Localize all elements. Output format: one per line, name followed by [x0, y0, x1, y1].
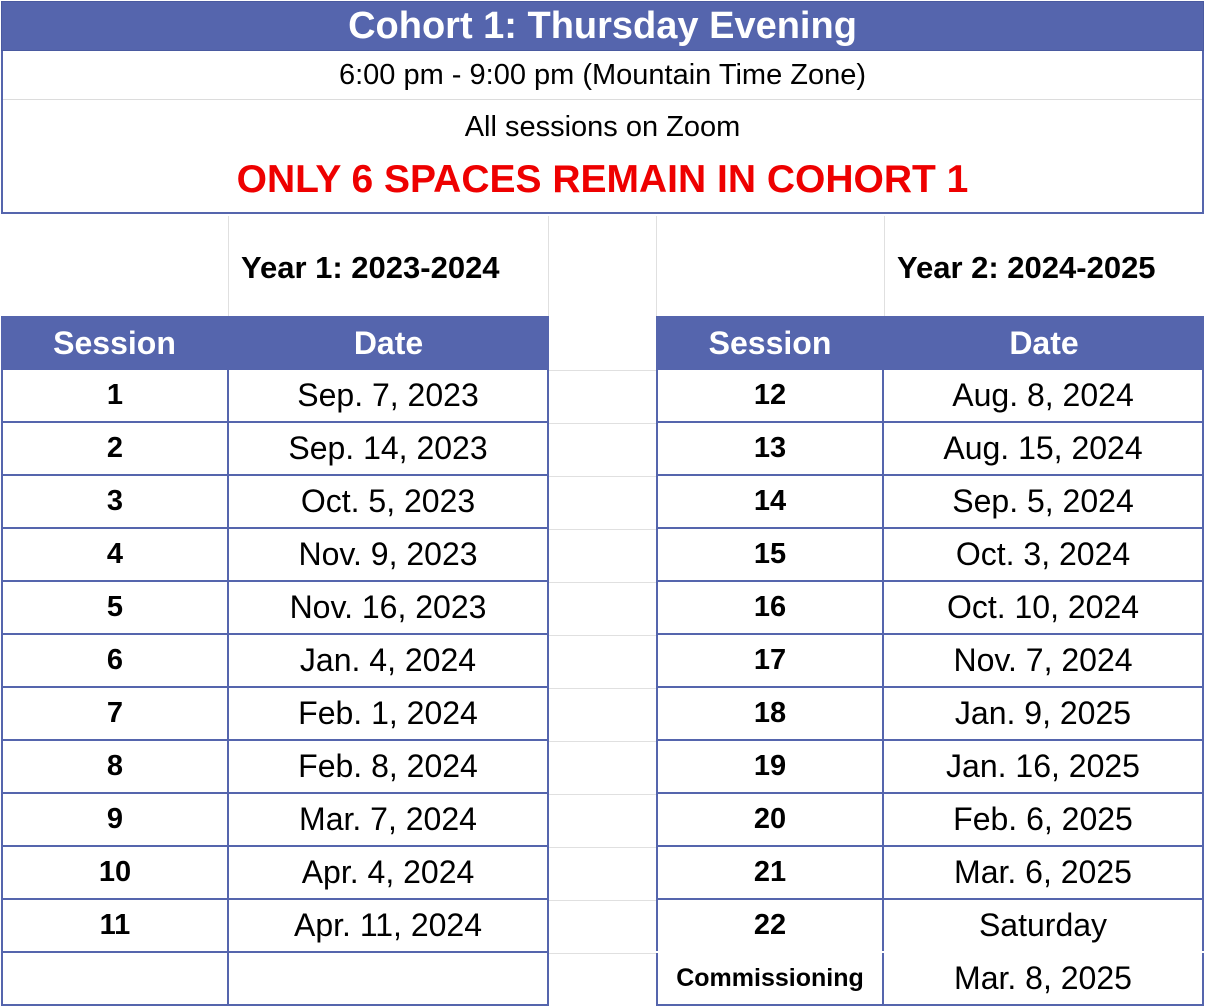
- session-number: 8: [1, 741, 229, 792]
- table-row: [1, 741, 549, 794]
- session-number: 3: [1, 476, 229, 527]
- session-date: Feb. 1, 2024: [229, 688, 549, 739]
- grid-line: [548, 741, 656, 742]
- session-number: 20: [656, 794, 884, 845]
- session-date: Mar. 8, 2025: [884, 953, 1204, 1004]
- grid-line: [548, 900, 656, 901]
- session-number: 1: [1, 370, 229, 421]
- session-number: 6: [1, 635, 229, 686]
- session-number: 9: [1, 794, 229, 845]
- session-number: 19: [656, 741, 884, 792]
- session-column-header: Session: [708, 324, 832, 361]
- session-date: Oct. 3, 2024: [884, 529, 1204, 580]
- session-time: 6:00 pm - 9:00 pm (Mountain Time Zone): [3, 51, 1202, 100]
- session-date: Jan. 9, 2025: [884, 688, 1204, 739]
- year1-table-header: [1, 316, 549, 370]
- session-date: Aug. 8, 2024: [884, 370, 1204, 421]
- cohort-title: Cohort 1: Thursday Evening: [1, 1, 1204, 51]
- grid-line: [548, 953, 656, 954]
- session-number: 5: [1, 582, 229, 633]
- table-row: [1, 688, 549, 741]
- grid-line: [656, 216, 657, 316]
- session-date: Oct. 10, 2024: [884, 582, 1204, 633]
- grid-line: [548, 688, 656, 689]
- session-date: Apr. 11, 2024: [229, 900, 549, 951]
- session-date: Oct. 5, 2023: [229, 476, 549, 527]
- session-date: Aug. 15, 2024: [884, 423, 1204, 474]
- session-date: Nov. 9, 2023: [229, 529, 549, 580]
- year1-table-body: [1, 370, 549, 1006]
- session-date: Nov. 7, 2024: [884, 635, 1204, 686]
- grid-line: [548, 847, 656, 848]
- session-number: 16: [656, 582, 884, 633]
- session-number: 17: [656, 635, 884, 686]
- table-row: [1, 476, 549, 529]
- table-row: [1, 900, 549, 953]
- grid-line: [548, 635, 656, 636]
- table-row: [1, 582, 549, 635]
- session-date: Mar. 6, 2025: [884, 847, 1204, 898]
- grid-line: [548, 794, 656, 795]
- session-number: 11: [1, 900, 229, 951]
- grid-line: [884, 216, 885, 316]
- session-number: 15: [656, 529, 884, 580]
- session-date: Mar. 7, 2024: [229, 794, 549, 845]
- table-row: [656, 370, 1204, 423]
- grid-line: [548, 582, 656, 583]
- session-date: Saturday: [884, 900, 1204, 951]
- table-row: [656, 900, 1204, 953]
- table-row: [1, 635, 549, 688]
- session-number: 22: [656, 900, 884, 951]
- table-row: [1, 953, 549, 1006]
- date-column-header: Date: [1009, 324, 1079, 361]
- session-number: 13: [656, 423, 884, 474]
- table-row: [656, 794, 1204, 847]
- table-row: [656, 476, 1204, 529]
- session-number: 2: [1, 423, 229, 474]
- table-row: [656, 847, 1204, 900]
- info-box: [1, 51, 1204, 214]
- session-date: Jan. 16, 2025: [884, 741, 1204, 792]
- spaces-alert: ONLY 6 SPACES REMAIN IN COHORT 1: [236, 158, 969, 201]
- table-row: [1, 794, 549, 847]
- session-date: Jan. 4, 2024: [229, 635, 549, 686]
- year1-table: [1, 316, 549, 1006]
- session-date: Sep. 14, 2023: [229, 423, 549, 474]
- session-number: 4: [1, 529, 229, 580]
- session-date: [229, 953, 549, 1004]
- session-column-header: Session: [53, 324, 176, 361]
- table-row: [1, 370, 549, 423]
- session-date: Sep. 5, 2024: [884, 476, 1204, 527]
- grid-line: [548, 529, 656, 530]
- table-row: [656, 688, 1204, 741]
- session-date: Feb. 8, 2024: [229, 741, 549, 792]
- grid-line: [548, 423, 656, 424]
- table-row: [656, 635, 1204, 688]
- session-date: Sep. 7, 2023: [229, 370, 549, 421]
- table-row: [656, 953, 1204, 1006]
- table-row: [656, 423, 1204, 476]
- session-location: All sessions on Zoom: [464, 110, 741, 143]
- date-column-header: Date: [353, 324, 424, 361]
- year2-label: Year 2: 2024-2025: [897, 250, 1156, 285]
- session-date: Apr. 4, 2024: [229, 847, 549, 898]
- session-date: Nov. 16, 2023: [229, 582, 549, 633]
- session-number: 10: [1, 847, 229, 898]
- table-row: [656, 582, 1204, 635]
- session-number: 21: [656, 847, 884, 898]
- session-number: 18: [656, 688, 884, 739]
- session-number: 7: [1, 688, 229, 739]
- table-row: [656, 741, 1204, 794]
- table-row: [1, 529, 549, 582]
- grid-line: [548, 476, 656, 477]
- session-number: 14: [656, 476, 884, 527]
- year2-table-header: [656, 316, 1204, 370]
- year1-label: Year 1: 2023-2024: [241, 250, 500, 285]
- grid-line: [548, 370, 656, 371]
- year2-table-body: [656, 370, 1204, 1006]
- grid-line: [228, 216, 229, 316]
- year2-table: [656, 316, 1204, 1006]
- session-number: 12: [656, 370, 884, 421]
- table-row: [656, 529, 1204, 582]
- session-number: Commissioning: [656, 953, 884, 1004]
- session-number: [1, 953, 229, 1004]
- table-row: [1, 423, 549, 476]
- session-date: Feb. 6, 2025: [884, 794, 1204, 845]
- table-row: [1, 847, 549, 900]
